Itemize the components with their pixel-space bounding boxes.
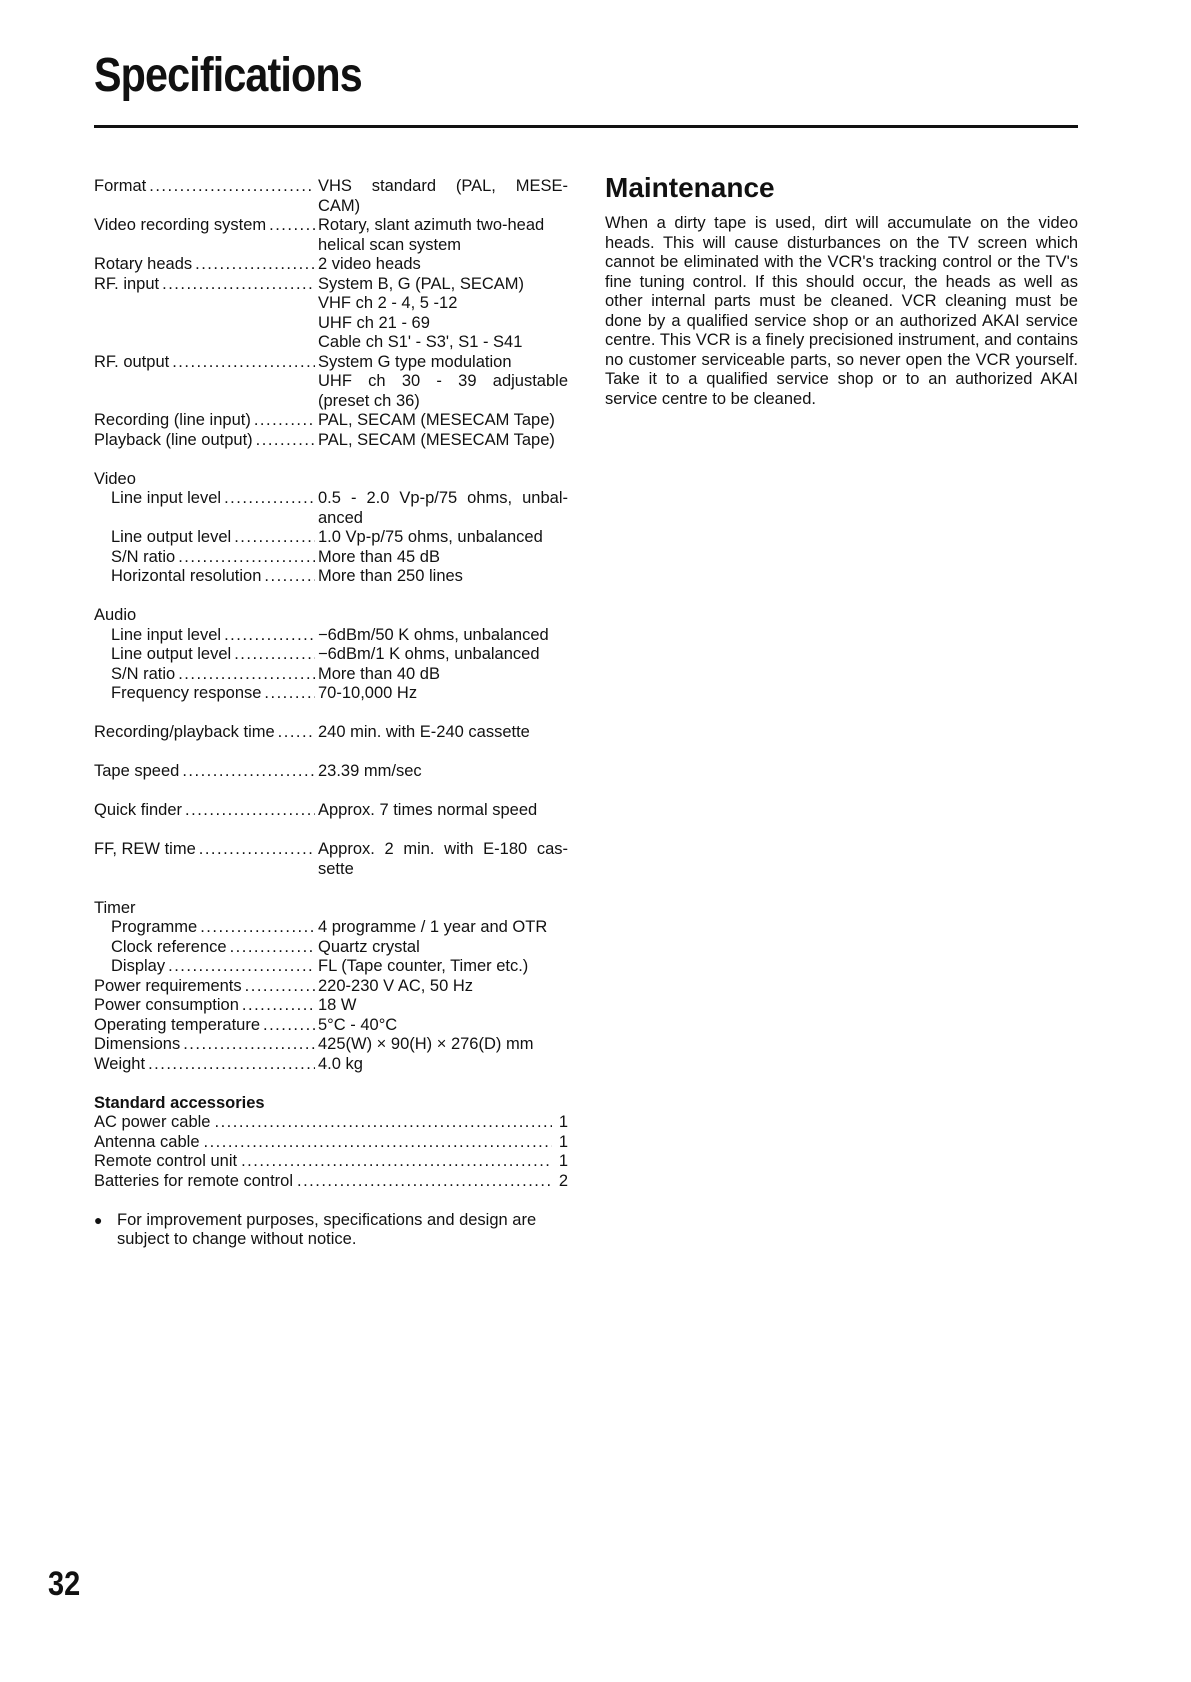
timer-heading: Timer	[94, 898, 136, 917]
spec-value: VHS standard (PAL, MESE- CAM)	[318, 177, 568, 215]
accessory-item	[94, 1133, 568, 1153]
spec-row-clock-reference	[94, 938, 568, 958]
maintenance-heading: Maintenance	[605, 172, 775, 203]
accessory-label: Remote control unit	[94, 1152, 238, 1170]
spec-label: Quick finder	[94, 801, 183, 819]
spec-value: 240 min. with E-240 cassette	[318, 723, 530, 741]
spec-value: System B, G (PAL, SECAM) VHF ch 2 - 4, 5 -12 UHF ch 21 - 69 Cable ch S1' - S3', S1 - S41	[318, 274, 524, 351]
spec-label: Power requirements	[94, 976, 242, 995]
spec-row-rf-output	[94, 353, 568, 412]
spec-row-recording-playback-time	[94, 723, 568, 743]
spec-row-operating-temperature	[94, 1016, 568, 1036]
spec-row-weight	[94, 1055, 568, 1075]
spec-row-playback-line-output	[94, 431, 568, 451]
spec-value: Quartz crystal	[318, 937, 420, 956]
spec-row-recording-line-input	[94, 411, 568, 431]
spec-value: More than 40 dB	[318, 664, 440, 683]
spec-row-rotary-heads	[94, 255, 568, 275]
spec-value: 220-230 V AC, 50 Hz	[318, 976, 474, 995]
spec-value: System G type modulation UHF ch 30 - 39 adjustable (preset ch 36)	[318, 352, 568, 410]
spec-label: S/N ratio	[111, 547, 176, 566]
spec-value: 18 W	[318, 996, 357, 1014]
spec-value: −6dBm/1 K ohms, unbalanced	[318, 645, 540, 663]
bullet-icon: ●	[94, 1211, 103, 1228]
spec-value: 0.5 - 2.0 Vp-p/75 ohms, unbal- anced	[318, 489, 568, 527]
video-heading: Video	[94, 469, 136, 488]
spec-row-video-sn-ratio	[94, 548, 568, 568]
spec-value: 4.0 kg	[318, 1054, 363, 1073]
spec-row-quick-finder	[94, 801, 568, 821]
spec-value: 4 programme / 1 year and OTR	[318, 918, 548, 936]
spec-label: Operating temperature	[94, 1015, 261, 1034]
spec-label: Display	[111, 957, 166, 975]
spec-label: Line input level	[111, 489, 222, 507]
spec-label: Weight	[94, 1054, 146, 1073]
spec-label: Frequency response	[111, 684, 262, 702]
spec-row-power-consumption	[94, 996, 568, 1016]
spec-row-audio-line-input	[94, 626, 568, 646]
spec-value: Approx. 7 times normal speed	[318, 801, 538, 819]
spec-label: Video recording system	[94, 216, 267, 234]
spec-value: Approx. 2 min. with E-180 cas- sette	[318, 840, 568, 878]
title-rule	[94, 125, 1078, 128]
spec-label: Line input level	[111, 625, 222, 644]
spec-row-dimensions	[94, 1035, 568, 1055]
spec-value: More than 250 lines	[318, 567, 463, 585]
accessory-label: Antenna cable	[94, 1132, 200, 1151]
spec-label: Format	[94, 177, 147, 195]
accessory-qty: 1	[558, 1132, 568, 1151]
spec-label: RF. input	[94, 274, 160, 293]
spec-value: Rotary, slant azimuth two-head helical scan system	[318, 216, 545, 254]
spec-value: −6dBm/50 K ohms, unbalanced	[318, 625, 549, 644]
accessory-qty: 1	[558, 1113, 568, 1131]
maintenance-body: When a dirty tape is used, dirt will accumulate on the video heads. This will cause disturbances on the TV screen which cannot be eliminated with the VCR's tracking control or the TV's fine tuning control. If this should occur, the heads as well as other internal parts must be cleaned. VCR cleaning must be done by a qualified service shop or an authorized AKAI service centre. This VCR is a finely precisioned instrument, and contains no customer serviceable parts, so never open the VCR yourself. Take it to a qualified service shop or to an authorized AKAI service centre to be cleaned.	[605, 214, 1078, 408]
spec-value: 5°C - 40°C	[318, 1015, 398, 1034]
accessory-item	[94, 1172, 568, 1192]
spec-row-display	[94, 957, 568, 977]
accessory-label: Batteries for remote control	[94, 1171, 293, 1190]
spec-label: Tape speed	[94, 762, 180, 780]
accessory-item	[94, 1152, 568, 1172]
spec-row-horizontal-resolution	[94, 567, 568, 587]
spec-label: Programme	[111, 918, 198, 936]
spec-label: Rotary heads	[94, 255, 193, 273]
specifications-list	[94, 177, 568, 1250]
accessory-qty: 1	[558, 1152, 568, 1170]
spec-label: Recording/playback time	[94, 723, 275, 741]
spec-label: Power consumption	[94, 996, 239, 1014]
accessory-label: AC power cable	[94, 1113, 211, 1131]
spec-label: Horizontal resolution	[111, 567, 262, 585]
accessory-qty: 2	[558, 1171, 568, 1190]
spec-value: 1.0 Vp-p/75 ohms, unbalanced	[318, 528, 543, 546]
spec-value: FL (Tape counter, Timer etc.)	[318, 957, 529, 975]
spec-value: 70-10,000 Hz	[318, 684, 418, 702]
spec-value: PAL, SECAM (MESECAM Tape)	[318, 430, 555, 449]
spec-label: S/N ratio	[111, 664, 176, 683]
spec-value: 23.39 mm/sec	[318, 762, 422, 780]
spec-row-power-requirements	[94, 977, 568, 997]
spec-row-frequency-response	[94, 684, 568, 704]
change-notice-text: For improvement purposes, specifications and design are subject to change without notice.	[117, 1210, 537, 1248]
spec-row-tape-speed	[94, 762, 568, 782]
spec-label: Line output level	[111, 528, 232, 546]
spec-row-audio-sn-ratio	[94, 665, 568, 685]
spec-value: 425(W) × 90(H) × 276(D) mm	[318, 1035, 534, 1053]
spec-label: Line output level	[111, 645, 232, 663]
accessory-item	[94, 1113, 568, 1133]
audio-heading: Audio	[94, 606, 137, 624]
spec-row-programme	[94, 918, 568, 938]
spec-value: PAL, SECAM (MESECAM Tape)	[318, 411, 555, 429]
change-notice	[94, 1211, 568, 1250]
spec-value: More than 45 dB	[318, 547, 440, 566]
spec-row-video-line-output	[94, 528, 568, 548]
spec-row-audio-line-output	[94, 645, 568, 665]
page-number: 32	[48, 1565, 81, 1603]
spec-label: FF, REW time	[94, 840, 196, 858]
spec-row-ff-rew-time	[94, 840, 568, 879]
spec-label: RF. output	[94, 352, 170, 371]
spec-label: Playback (line output)	[94, 430, 253, 449]
spec-row-video-line-input	[94, 489, 568, 528]
spec-row-format	[94, 177, 568, 216]
spec-value: 2 video heads	[318, 255, 421, 273]
page-title: Specifications	[94, 49, 362, 102]
spec-row-video-recording-system	[94, 216, 568, 255]
spec-label: Dimensions	[94, 1035, 181, 1053]
spec-row-rf-input	[94, 275, 568, 353]
spec-label: Clock reference	[111, 937, 227, 956]
accessories-heading: Standard accessories	[94, 1093, 265, 1112]
spec-label: Recording (line input)	[94, 411, 251, 429]
